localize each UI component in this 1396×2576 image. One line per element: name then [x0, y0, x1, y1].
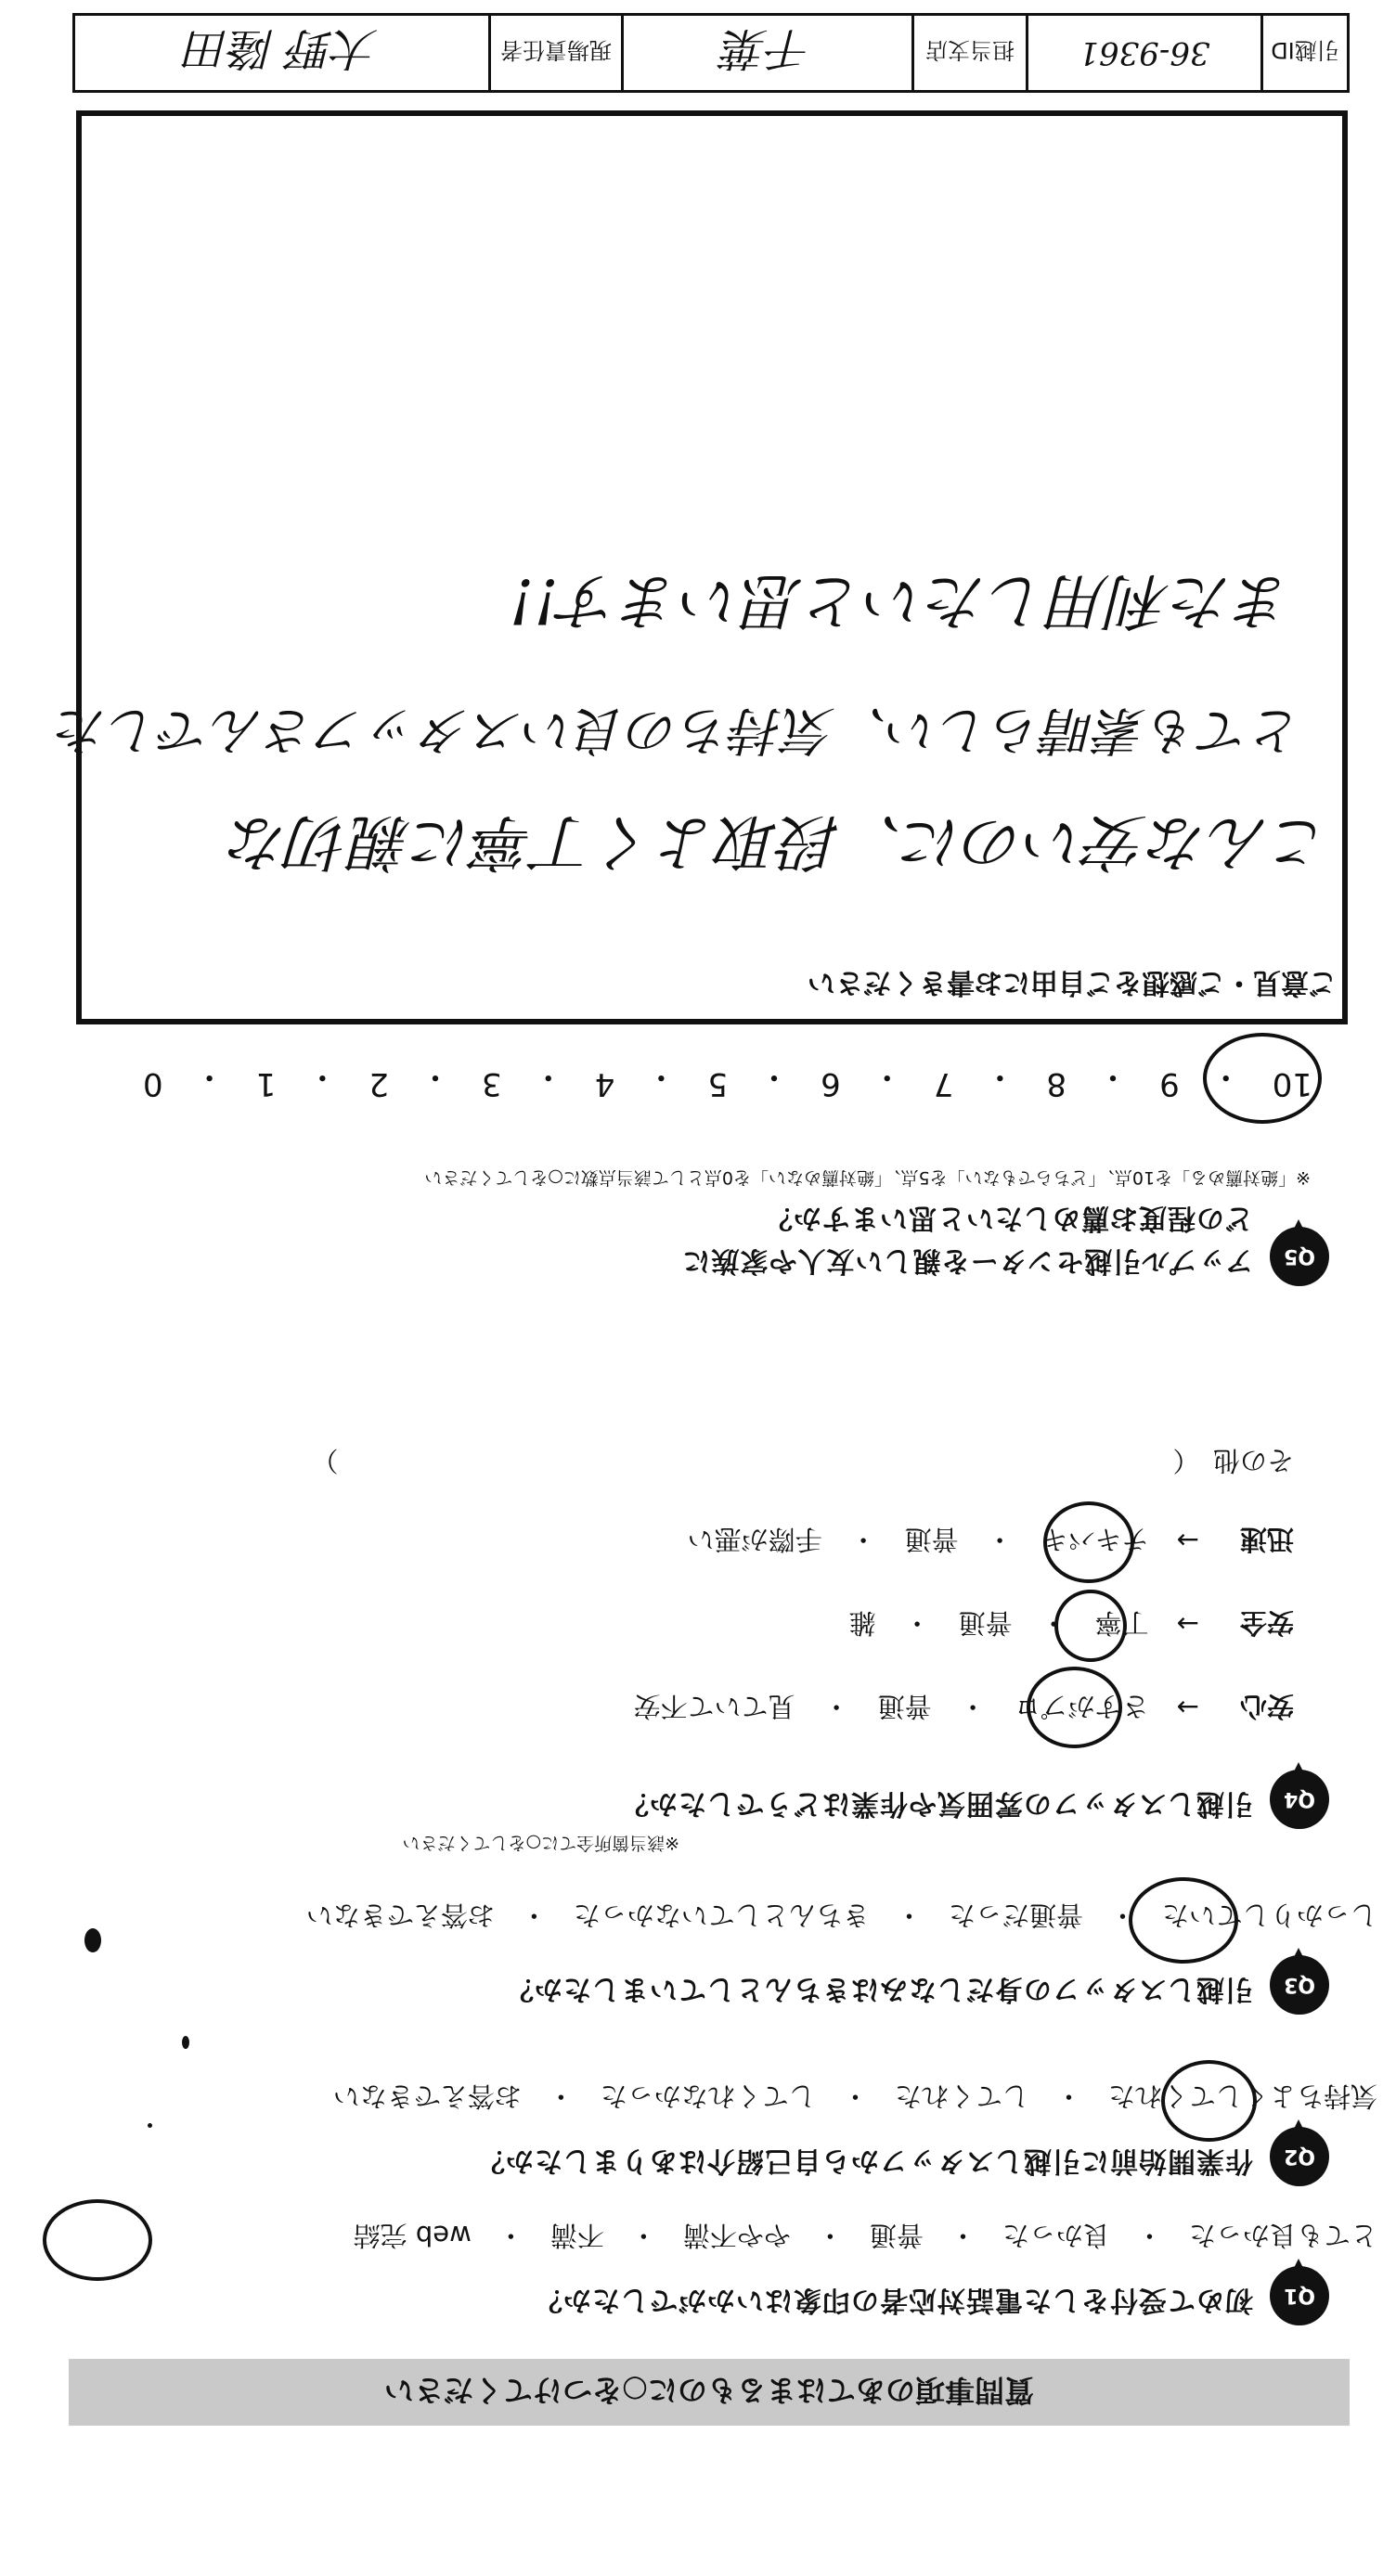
scan-speck: [84, 1928, 101, 1952]
instruction-banner: 質問事項のあてはまるものに○をつけてください: [69, 2359, 1350, 2426]
q3-option[interactable]: 普通だった: [948, 1900, 1083, 1931]
comment-line-3: また利用したいと思います!!: [509, 565, 1294, 637]
q3-option[interactable]: お答えできない: [305, 1900, 495, 1931]
q4-option[interactable]: 普通: [958, 1607, 1013, 1639]
comment-line-1: こんな安いのに、段取よく丁寧に親切な: [228, 806, 1331, 878]
score-1[interactable]: 1: [255, 1065, 277, 1102]
q1-option[interactable]: 普通: [869, 2220, 924, 2251]
q4-option[interactable]: テキパキ: [1041, 1524, 1149, 1555]
score-2[interactable]: 2: [368, 1065, 389, 1102]
q3-text: 引越しスタッフの身だしなみはきちんとしていましたか？: [505, 1973, 1253, 2005]
q4-row-label: 安全: [1239, 1607, 1294, 1639]
q4-option[interactable]: 普通: [904, 1524, 959, 1555]
answer-circle-q1: [43, 2199, 152, 2281]
answer-circle-score: [1203, 1033, 1322, 1124]
q4-row-anzen: 安全 → 丁寧 ・ 普通 ・ 雑: [849, 1605, 1294, 1643]
id-label: 引越ID: [1260, 16, 1347, 90]
arrow-icon: →: [1176, 1525, 1199, 1557]
q1-option[interactable]: 良かった: [1002, 2220, 1110, 2251]
comment-line-2: とても素晴らしい、気持ちの良いスタッフさんでした: [56, 700, 1303, 760]
q2-text: 作業開始前に引越しスタッフから自己紹介はありましたか？: [476, 2145, 1253, 2177]
q5-note: ※「絶対薦める」を10点、「どちらでもない」を5点、「絶対薦めない」を0点として該当点数に○をしてください: [424, 1167, 1311, 1188]
leader-label: 現場責任者: [488, 16, 621, 90]
answer-circle-jinsoku: [1043, 1501, 1134, 1583]
branch-value: 千葉: [621, 16, 911, 90]
q3-badge: Q3: [1270, 1955, 1329, 2015]
q2-badge: Q2: [1270, 2127, 1329, 2186]
arrow-icon: →: [1176, 1608, 1199, 1641]
q1-text: 初めて受付をした電話対応者の印象はいかがでしたか？: [534, 2284, 1253, 2316]
q4-text: 引越しスタッフの雰囲気や作業はどうでしたか？: [620, 1787, 1253, 1820]
q1-option[interactable]: web 完結: [353, 2220, 472, 2251]
score-4[interactable]: 4: [594, 1065, 615, 1102]
score-9[interactable]: 9: [1159, 1065, 1180, 1102]
score-5[interactable]: 5: [707, 1065, 729, 1102]
id-value: 36-9361: [1026, 16, 1260, 90]
q4-option[interactable]: 普通: [877, 1691, 932, 1722]
q4-row-label: 安心: [1239, 1691, 1294, 1722]
arrow-icon: →: [1176, 1692, 1199, 1724]
q4-option[interactable]: さすがプロ: [1014, 1691, 1149, 1722]
q4-note: ※該当箇所全てに○をしてください: [402, 1833, 679, 1853]
scan-speck: [148, 2123, 152, 2128]
q4-badge: Q4: [1270, 1770, 1329, 1829]
q1-option[interactable]: 不満: [549, 2220, 604, 2251]
staff-footer-table: [72, 13, 1350, 93]
answer-circle-q3: [1129, 1877, 1238, 1964]
q3-options: しっかりしていた ・ 普通だった ・ きちんとしていなかった ・ お答えできない: [306, 1898, 1377, 1936]
q1-badge: Q1: [1270, 2266, 1329, 2325]
q5-text-line2: どの程度お薦めしたいと思いますか？: [764, 1202, 1253, 1234]
q2-option[interactable]: 気持ちよくしてくれた: [1107, 2080, 1377, 2112]
score-10[interactable]: 10: [1272, 1065, 1312, 1102]
score-3[interactable]: 3: [482, 1065, 502, 1102]
q2-options: 気持ちよくしてくれた ・ してくれた ・ してくれなかった ・ お答えできない: [333, 2079, 1377, 2117]
q4-row-jinsoku: 迅速 → テキパキ ・ 普通 ・ 手際が悪い: [688, 1522, 1294, 1560]
q2-option[interactable]: してくれた: [894, 2080, 1029, 2112]
leader-value: 大野 隆田: [185, 22, 379, 75]
q2-option[interactable]: してくれなかった: [600, 2080, 816, 2112]
score-6[interactable]: 6: [821, 1065, 841, 1102]
q5-score-scale: 10 ・ 9 ・ 8 ・ 7 ・ 6 ・ 5 ・ 4 ・ 3 ・ 2 ・ 1 ・ 0: [143, 1058, 1312, 1102]
q4-option[interactable]: 丁寧: [1094, 1607, 1149, 1639]
q5-text-line1: アップル引越センターを親しい友人や家族に: [681, 1244, 1253, 1277]
score-0[interactable]: 0: [143, 1065, 163, 1102]
score-7[interactable]: 7: [933, 1065, 954, 1102]
q4-other[interactable]: その他 （ ）: [311, 1445, 1294, 1476]
q4-option[interactable]: 手際が悪い: [687, 1524, 822, 1555]
q2-option[interactable]: お答えできない: [332, 2080, 522, 2112]
q4-option[interactable]: 雑: [848, 1607, 876, 1639]
q5-badge: Q5: [1270, 1227, 1329, 1286]
q4-row-anshin: 安心 → さすがプロ ・ 普通 ・ 見ていて不安: [634, 1689, 1294, 1727]
answer-circle-q2: [1161, 2060, 1257, 2142]
branch-label: 担当支店: [911, 16, 1026, 90]
q4-option[interactable]: 見ていて不安: [633, 1691, 795, 1722]
q1-option[interactable]: やや不満: [682, 2220, 791, 2251]
score-8[interactable]: 8: [1046, 1065, 1067, 1102]
answer-circle-anshin: [1027, 1667, 1122, 1748]
q1-options: とても良かった ・ 良かった ・ 普通 ・ やや不満 ・ 不満 ・ web 完結: [354, 2218, 1377, 2256]
scan-speck: [182, 2036, 189, 2049]
q3-option[interactable]: きちんとしていなかった: [573, 1900, 870, 1931]
comments-title: ご意見・ご感想をご自由にお書きください: [808, 966, 1337, 998]
q4-row-label: 迅速: [1239, 1524, 1294, 1555]
q1-option[interactable]: とても良かった: [1188, 2220, 1377, 2251]
q3-option[interactable]: しっかりしていた: [1161, 1900, 1377, 1931]
answer-circle-anzen: [1054, 1590, 1127, 1662]
